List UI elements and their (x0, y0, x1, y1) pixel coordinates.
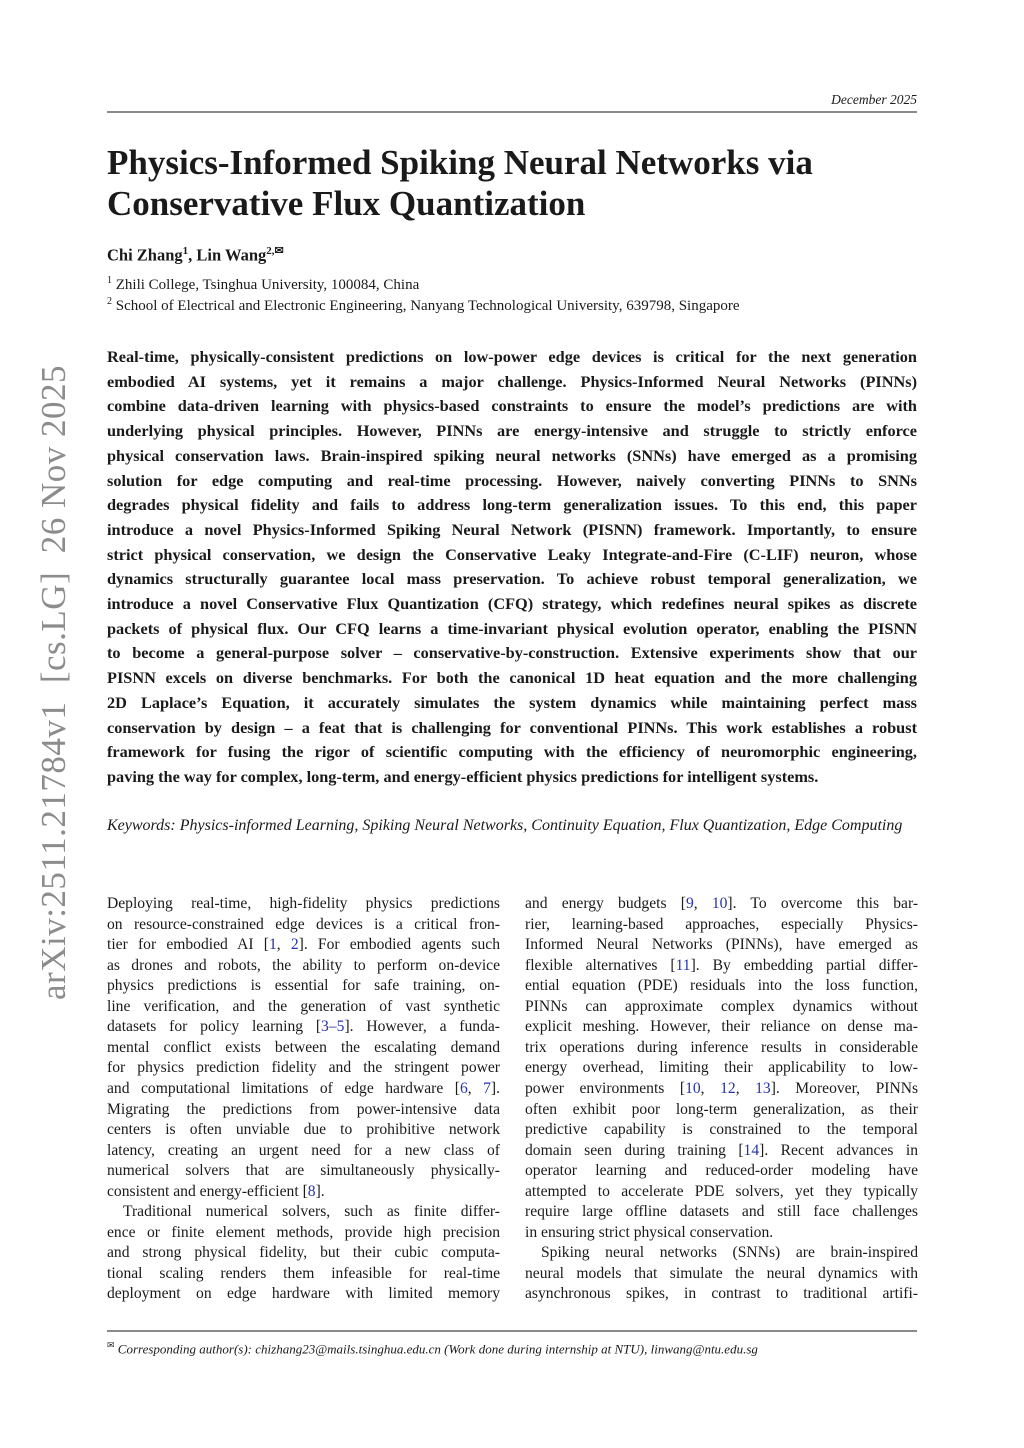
body-text: ]. Moreover, PINNs (770, 1079, 919, 1097)
citation-link[interactable]: 6 (459, 1079, 468, 1097)
body-text: trix operations during inference results in considerable (525, 1038, 918, 1056)
abstract-line: dynamics structurally guarantee local mass preservation. To achieve robust temporal generalization, we (107, 569, 917, 589)
body-text: Informed Neural Networks (PINNs), have emerged as (525, 936, 918, 954)
body-line (107, 1141, 500, 1161)
body-text: ential equation (PDE) residuals into the loss function, (525, 977, 918, 995)
citation-link[interactable]: 8 (307, 1182, 316, 1200)
body-text: mental conflict exists between the escalating demand (107, 1038, 500, 1056)
abstract-line: paving the way for complex, long-term, and energy-efficient physics predictions for intelligent systems. (107, 766, 819, 786)
author-name: Lin Wang (196, 245, 267, 265)
author-list (107, 244, 284, 266)
body-text: explicit meshing. However, their reliance on dense ma- (525, 1018, 918, 1036)
abstract-line: framework for fusing the rigor of scientific computing with the efficiency of neuromorphic engineering, (107, 742, 917, 762)
author-affil-mark: 1 (182, 245, 189, 257)
body-line (107, 1038, 500, 1058)
body-line (107, 1017, 500, 1037)
body-line (123, 1202, 500, 1222)
body-line (107, 1058, 500, 1078)
body-line (107, 894, 500, 914)
body-line (107, 935, 500, 955)
body-text: tional scaling renders them infeasible for real-time (107, 1264, 500, 1282)
body-text: , (735, 1079, 756, 1097)
abstract-line: embodied AI systems, yet it remains a major challenge. Physics-Informed Neural Networks (PINNs) (107, 371, 917, 391)
body-line (107, 1079, 500, 1099)
body-text: ]. (315, 1182, 325, 1200)
body-text: and energy budgets [ (525, 895, 686, 912)
body-text: require large offline datasets and still face challenges (525, 1203, 918, 1221)
body-text: often exhibit poor long-term generalization, as their (525, 1100, 918, 1118)
footnote-rule (107, 1330, 917, 1332)
body-line (525, 1264, 918, 1284)
body-line (525, 997, 918, 1017)
body-line (525, 1284, 918, 1304)
title-line: Conservative Flux Quantization (107, 184, 586, 223)
keywords: Keywords: Physics-informed Learning, Spiking Neural Networks, Continuity Equation, Flux Quantization, Edge Computing (107, 817, 903, 834)
body-text: neural models that simulate the neural dynamics with (525, 1264, 918, 1282)
citation-link[interactable]: 10 (711, 895, 728, 912)
citation-link[interactable]: 14 (743, 1141, 760, 1159)
affiliation-mark: 2 (107, 296, 112, 307)
body-line (525, 1120, 918, 1140)
abstract-line: combine data-driven learning with physics-based constraints to ensure the model’s predictions are with (107, 396, 917, 416)
body-text: datasets for policy learning [ (107, 1018, 322, 1036)
body-line (107, 1182, 500, 1202)
body-line (107, 1243, 500, 1263)
body-text: latency, creating an urgent need for a new class of (107, 1141, 500, 1159)
title-line: Physics-Informed Spiking Neural Networks via (107, 143, 813, 182)
abstract-line: Real-time, physically-consistent predictions on low-power edge devices is critical for the next generation (107, 347, 917, 366)
body-text: , (693, 895, 712, 912)
abstract-line: to become a general-purpose solver – conservative-by-construction. Extensive experiments show that our (107, 643, 917, 663)
abstract-line: underlying physical principles. However, PINNs are energy-intensive and struggle to strictly enforce (107, 421, 917, 441)
citation-link[interactable]: 12 (720, 1079, 736, 1097)
paper-title (107, 142, 927, 224)
body-text: deployment on edge hardware with limited memory (107, 1285, 500, 1303)
affiliation (107, 275, 419, 294)
author-separator: , (188, 245, 197, 265)
body-line (525, 894, 918, 914)
citation-link[interactable]: 11 (675, 956, 691, 974)
abstract-line: degrades physical fidelity and fails to address long-term generalization issues. To this end, this paper (107, 495, 917, 515)
affiliation (107, 296, 740, 315)
body-text: line verification, and the generation of vast synthetic (107, 997, 500, 1015)
body-line (541, 1243, 918, 1263)
abstract-line: physical conservation laws. Brain-inspired spiking neural networks (SNNs) have emerged as a promising (107, 445, 917, 465)
affiliation-mark: 1 (107, 275, 112, 286)
body-line (107, 997, 500, 1017)
body-line (525, 1038, 918, 1058)
author-name: Chi Zhang (107, 245, 183, 265)
abstract-line: strict physical conservation, we design the Conservative Leaky Integrate-and-Fire (C-LIF) neuron, whose (107, 544, 917, 564)
envelope-icon: ✉ (107, 1340, 115, 1350)
body-line (525, 1161, 918, 1181)
abstract-line: 2D Laplace’s Equation, it accurately simulates the system dynamics while maintaining perfect mass (107, 692, 917, 712)
body-text: ]. However, a funda- (344, 1018, 500, 1036)
citation-link[interactable]: 9 (685, 895, 694, 912)
header-date: December 2025 (831, 92, 917, 107)
body-text: Migrating the predictions from power-intensive data (107, 1100, 500, 1118)
body-text: predictive capability is constrained to the temporal (525, 1121, 918, 1139)
citation-link[interactable]: 1 (268, 936, 277, 954)
body-line (525, 1079, 918, 1099)
body-line (525, 915, 918, 935)
body-text: attempted to accelerate PDE solvers, yet they typically (525, 1182, 918, 1200)
body-text: ence or finite element methods, provide high precision (107, 1223, 500, 1241)
body-line (107, 1100, 500, 1120)
affiliation-text: School of Electrical and Electronic Engineering, Nanyang Technological University, 639798, Singapore (115, 298, 740, 314)
citation-link[interactable]: 13 (755, 1079, 771, 1097)
body-line (107, 1120, 500, 1140)
body-text: , (467, 1079, 484, 1097)
body-line (525, 1017, 918, 1037)
citation-link[interactable]: 7 (483, 1079, 491, 1097)
body-line (525, 935, 918, 955)
abstract-line: conservation by design – a feat that is challenging for conventional PINNs. This work establishes a robust (107, 717, 917, 737)
body-text: rier, learning-based approaches, especially Physics- (525, 915, 918, 933)
body-text: and strong physical fidelity, but their cubic computa- (107, 1244, 500, 1262)
citation-link[interactable]: 2 (290, 936, 299, 954)
abstract-line: PISNN excels on diverse benchmarks. For both the canonical 1D heat equation and the more challenging (107, 668, 917, 688)
abstract-line: introduce a novel Physics-Informed Spiking Neural Network (PISNN) framework. Importantly, to ensure (107, 519, 917, 539)
body-text: tier for embodied AI [ (107, 936, 269, 954)
body-text: flexible alternatives [ (525, 956, 676, 974)
body-text: centers is often unviable due to prohibitive network (107, 1121, 500, 1139)
body-text: domain seen during training [ (525, 1141, 744, 1159)
body-text: and computational limitations of edge hardware [ (107, 1079, 460, 1097)
arxiv-stamp: arXiv:2511.21784v1 [cs.LG] 26 Nov 2025 (34, 364, 73, 1000)
body-line (525, 1223, 918, 1243)
body-text: PINNs can approximate complex dynamics without (525, 997, 918, 1015)
body-text: power environments [ (525, 1079, 686, 1097)
affiliation-text: Zhili College, Tsinghua University, 100084, China (115, 277, 420, 293)
body-text: numerical solvers that are simultaneously physically- (107, 1162, 500, 1180)
body-line (107, 956, 500, 976)
body-text: Traditional numerical solvers, such as finite differ- (123, 1203, 500, 1221)
body-line (525, 1182, 918, 1202)
body-line (107, 915, 500, 935)
body-line (107, 1284, 500, 1304)
body-text: ]. Recent advances in (759, 1141, 919, 1159)
body-line (525, 1141, 918, 1161)
body-text: ]. For embodied agents such (298, 936, 500, 954)
body-line (525, 1058, 918, 1078)
body-text: operator learning and reduced-order modeling have (525, 1162, 918, 1180)
body-text: on resource-constrained edge devices is a critical fron- (107, 915, 500, 933)
body-line (107, 1161, 500, 1181)
footnote-text: Corresponding author(s): chizhang23@mails.tsinghua.edu.cn (Work done during internship at NTU), linwang@ntu.edu.sg (117, 1341, 758, 1357)
body-line (525, 976, 918, 996)
body-text: Spiking neural networks (SNNs) are brain-inspired (541, 1244, 918, 1262)
abstract-line: introduce a novel Conservative Flux Quantization (CFQ) strategy, which redefines neural spikes as discrete (107, 594, 917, 613)
body-text: as drones and robots, the ability to perform on-device (107, 956, 500, 974)
body-text: ]. By embedding partial differ- (690, 956, 918, 974)
citation-link[interactable]: 10 (685, 1079, 701, 1097)
body-line (107, 1223, 500, 1243)
body-text: ]. To overcome this bar- (727, 895, 919, 912)
body-line (107, 976, 500, 996)
body-text: consistent and energy-efficient [ (107, 1182, 308, 1200)
body-line (107, 1264, 500, 1284)
body-text: , (276, 936, 291, 954)
body-text: for physics prediction fidelity and the stringent power (107, 1059, 500, 1077)
abstract-line: packets of physical flux. Our CFQ learns a time-invariant physical evolution operator, enabling the PISNN (107, 618, 917, 638)
body-text: asynchronous spikes, in contrast to traditional artifi- (525, 1285, 918, 1303)
body-text: in ensuring strict physical conservation. (525, 1223, 774, 1241)
body-text: Deploying real-time, high-fidelity physics predictions (107, 895, 500, 912)
body-text: physics predictions is essential for safe training, on- (107, 977, 500, 995)
footnote (107, 1340, 758, 1357)
body-text: energy overhead, limiting their applicability to low- (525, 1059, 918, 1077)
abstract-line: solution for edge computing and real-time processing. However, naively converting PINNs to SNNs (107, 470, 917, 490)
body-text: , (700, 1079, 721, 1097)
body-line (525, 956, 918, 976)
citation-link[interactable]: 3–5 (321, 1018, 345, 1036)
body-text: ]. (490, 1079, 501, 1097)
header-rule (107, 111, 917, 113)
body-line (525, 1202, 918, 1222)
author-affil-mark: 2,✉ (266, 245, 284, 257)
body-line (525, 1100, 918, 1120)
